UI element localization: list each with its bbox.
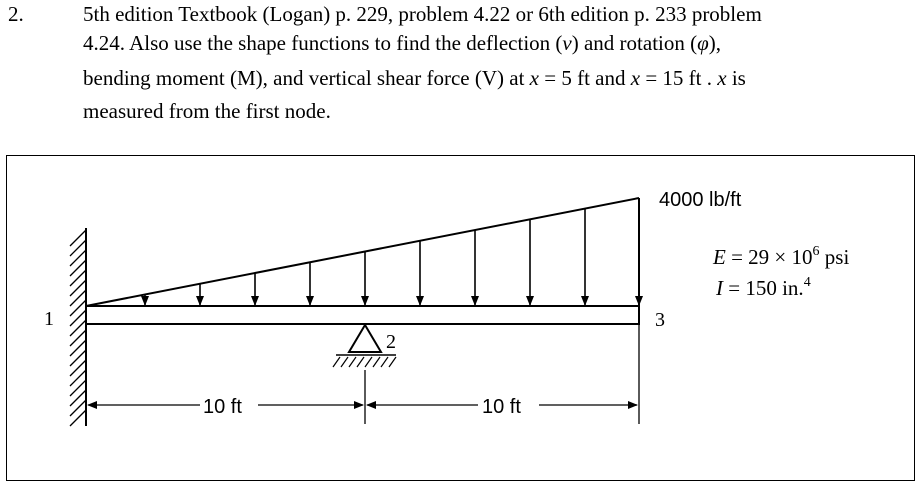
node-2-label: 2 [386, 331, 396, 353]
dimension-label-1: 10 ft [203, 396, 242, 418]
beam [86, 306, 639, 324]
load-label: 4000 lb/ft [659, 189, 742, 211]
problem-number: 2. [8, 2, 24, 26]
modulus-label: $E = 29 \times 10^6$ psi [713, 244, 850, 269]
load-arrows [145, 209, 639, 305]
distributed-load [86, 198, 639, 306]
problem-line-4: measured from the first node. [83, 99, 331, 123]
node-1-label: 1 [44, 308, 54, 330]
dimension-label-2: 10 ft [482, 396, 521, 418]
problem-line-3: bending moment (M), and vertical shear force (V) at x = 5 ft and x = 15 ft . x is [83, 66, 746, 90]
problem-line-2: 4.24. Also use the shape functions to find the deflection (v) and rotation (φ), [83, 31, 721, 55]
fixed-wall [70, 228, 86, 426]
node-3-label: 3 [655, 309, 665, 331]
problem-line-1: 5th edition Textbook (Logan) p. 229, problem 4.22 or 6th edition p. 233 problem [83, 2, 762, 26]
inertia-label: I = 150 in.$^4$ [716, 275, 811, 300]
